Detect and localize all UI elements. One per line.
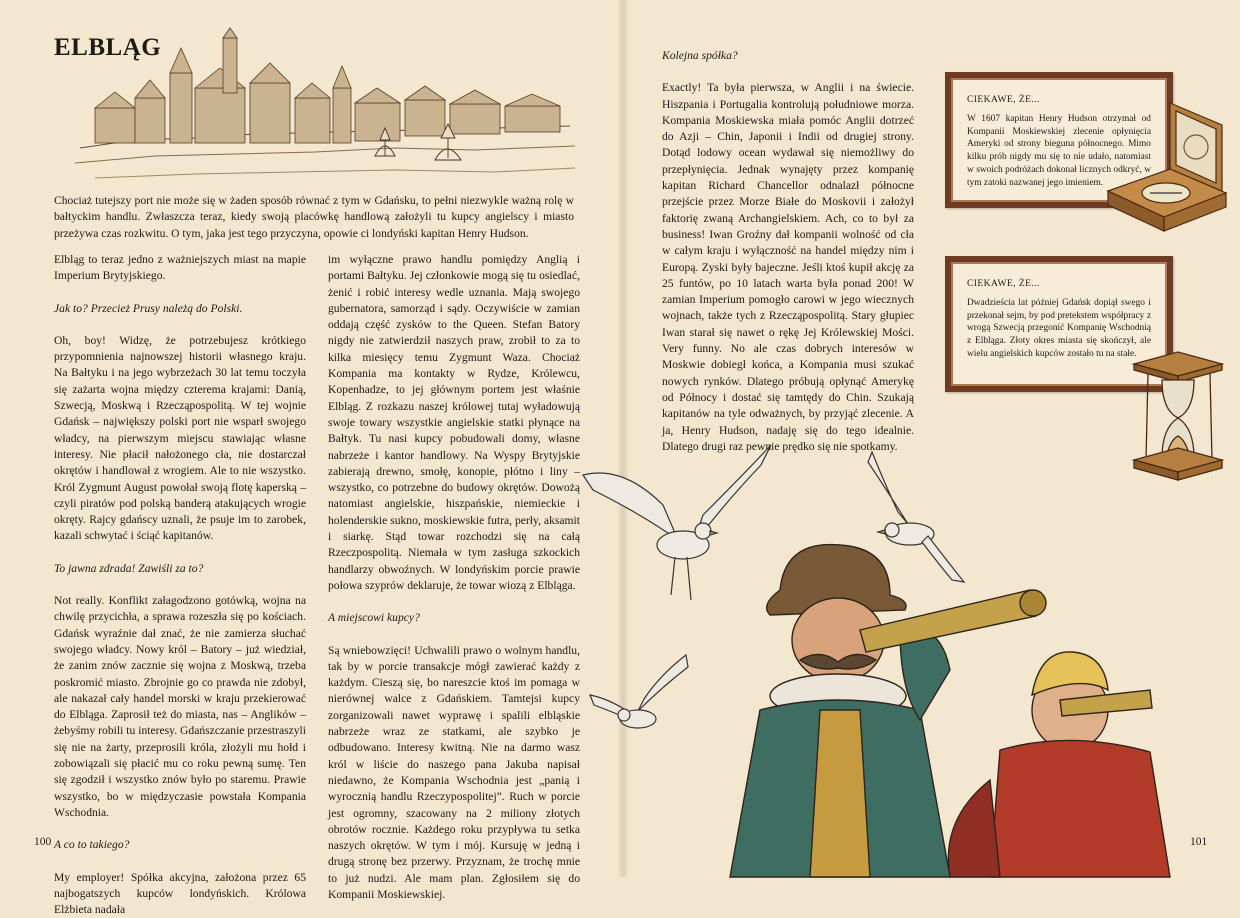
fact-box-body: W 1607 kapitan Henry Hudson otrzymał od Kompanii Moskiewskiej zlecenie opłynięcia Ameryki od strony bieguna północnego. Mimo kilku prób nigdy mu się to nie udało, natomiast w swoich podróżach dokonał licznych odkryć, w tym zatoki nazwanej jego imieniem. (967, 113, 1151, 190)
page-number-right: 101 (1190, 836, 1207, 848)
text-column-3 (662, 48, 914, 455)
col2-paragraph: Są wniebowzięci! Uchwalili prawo o wolnym handlu, tak by w porcie transakcje mógł zawierać każdy z każdym. Cieszą się, bo nareszcie ktoś im pomaga w nierównej walce z Gdańskiem. Tamtejsi kupcy zorganizowali nawet wyprawę i spalili elbląskie nabrzeże wraz ze statkami, ale szybko je odbudowano. Interesy kwitną. Nie na darmo wasz król w liście do naszego pana Jakuba napisał niedawno, że Kompania Wschodnia jest „panią i wyrocznią handlu Rzeczypospolitej”. Ruch w porcie jest ogromny, szacowany na 2 miliony złotych obrotów rocznie. Każdego roku przypływa tu setka naszych okrętów. W tym i mój. Kursuję w jedną i drugą stronę bez przerwy. Przyznam, że trochę mnie to już nudzi. Ale mam plan. Zgłosiłem się do Kompanii Moskiewskiej. (328, 643, 580, 904)
col1-question: Jak to? Przecież Prusy należą do Polski. (54, 301, 306, 317)
page-title: ELBLĄG (54, 34, 161, 62)
col2-question: A miejscowi kupcy? (328, 610, 580, 626)
page-number-left: 100 (34, 836, 51, 848)
text-column-1 (54, 252, 306, 918)
captain-and-boy-illustration (700, 520, 1240, 877)
col3-paragraph: Exactly! Ta była pierwsza, w Anglii i na świecie. Hiszpania i Portugalia kontrolują południowe morza. Kompania Moskiewska miała pomóc Anglii dotrzeć do Azji – Chin, Japonii i Indii od drugiej strony. Dotąd lodowy ocean wydawał się niemożliwy do przepłynięcia. Jednak wynajęty przez kompanię kapitan Richard Chancellor odnalazł północne przejście przez Morze Białe do Moskovii i założył faktorię zwaną Archangielskiem. Ach, co to był za business! Iwan Groźny dał kompanii wolność od cła w całym kraju i wyłączność na handel między nim i Europą. Zyski były bajeczne. Jeśli ktoś kupił akcję za 25 funtów, po 10 latach warta była ponad 200! W zamian Imperium pomogło carowi w jego wiecznych wojnach, także tych z Rzecząpospolitą. Stary głupiec Iwan starał się nawet o rękę Jej Królewskiej Mości. Very funny. No ale czas dobrych interesów w Moskwie dobiegł końca, a Kompania musi szukać nowych rynków. Dlatego próbują opłynąć Amerykę od Północy i dostać się tamtędy do Chin. Szukają kapitanów na tyle odważnych, by przyjąć zlecenie. A ja, Henry Hudson, nadaję się do tego idealnie. Dlatego drugi raz pewnie prędko się nie spotkamy. (662, 80, 914, 455)
seagull-illustration (590, 655, 690, 740)
col2-paragraph: im wyłączne prawo handlu pomiędzy Anglią i portami Bałtyku. Jej członkowie mogą się tu osiedlać, żenić i robić interesy wedle uznania. Mają swojego gubernatora, samorząd i sądy. Oczywiście w zamian oddają część zysków to the Queen. Stefan Batory nigdy nie zatwierdził naszych praw, zrobił to za to kilka miesięcy temu Zygmunt Waza. Chociaż Kompania ma kontakty w Rydze, Królewcu, Kopenhadze, to jej głównym portem jest właśnie Elbląg. Z rozkazu naszej królowej tutaj wyładowują swoje towary wszystkie angielskie statki płynące na Bałtyk. Tu nasi kupcy pobudowali domy, własne nabrzeże i kantor handlowy. Na Wyspy Brytyjskie zabierają drewno, smołę, konopie, płótno i liny – wszystko, co potrzebne do budowy okrętów. Dowożą natomiast angielskie, hiszpańskie, niemieckie i holenderskie sukno, moskiewskie futra, perły, aksamit i siarkę. Stąd towar rozchodzi się na całą Rzeczpospolitą. Niemała w tym zasługa szkockich handlarzy obwoźnych. W londyńskim porcie prawie połowa szyprów deklaruje, że towar wiozą z Elbląga. (328, 252, 580, 594)
col1-paragraph: Oh, boy! Widzę, że potrzebujesz krótkiego przypomnienia najnowszej historii własnego kraju. Na Bałtyku i na jego wybrzeżach 30 lat temu toczyła się zażarta wojna między czterema krajami: Danią, Szwecją, Moskwą i Rzecząpospolitą. W tej wojnie Gdańsk – największy polski port nie wsparł swojego władcy, na pierwszym miejscu stawiając własne interesy. Nie płacił nałożonego cła, nie dostarczał okrętów i handlował z wrogiem. Ale to nie wszystko. Król Zygmunt August powołał swoją flotę kaperską – czyli piratów pod polską banderą atakujących wrogie okręty. Rajcy gdańscy uznali, że psuje im to zarobek, kazali schwytać i ściąć kapitanów. (54, 333, 306, 545)
compass-box-illustration (1100, 95, 1232, 235)
col3-question: Kolejna spółka? (662, 48, 914, 64)
col1-paragraph: Not really. Konflikt załagodzono gotówką, wojna na chwilę przycichła, a sprawa rozeszła się po kościach. Gdańsk wyraźnie dał znać, że nie zamierza słuchać swojego władcy. Nowy król – Batory – już wiedział, że zanim znów zacznie się wojna z Moskwą, trzeba poskromić miasto. Zbrojnie go co prawda nie zdobył, ale nakazał cały handel morski w kraju przekierować do Elbląga. Zaprosił też do miasta, nas – Anglików – żebyśmy robili tu interesy. Gdańszczanie przestraszyli się nie na żarty, przeprosili króla, złożyli mu hołd i zobowiązali się płacić mu co roku pewną sumę. Ten się zgodził i wszystko znów było po staremu. Prawie wszystko, bo w międzyczasie powstała Kompania Wschodnia. (54, 593, 306, 821)
text-column-2 (328, 252, 580, 903)
col1-paragraph: Elbląg to teraz jedno z ważniejszych miast na mapie Imperium Brytyjskiego. (54, 252, 306, 285)
col1-paragraph: My employer! Spółka akcyjna, założona przez 65 najbogatszych kupców londyńskich. Królowa Elżbieta nadała (54, 870, 306, 918)
col1-question: A co to takiego? (54, 837, 306, 853)
fact-box-body: Dwadzieścia lat później Gdańsk dopiął swego i przekonał sejm, by pod pretekstem współpracy z wrogą Szwecją przegonić Kompanię Wschodnią z Elbląga. Złoty okres miasta się skończył, ale wielu angielskich kupców zostało tu na stałe. (967, 297, 1151, 361)
col1-question: To jawna zdrada! Zawiśli za to? (54, 561, 306, 577)
fact-box-heading: CIEKAWE, ŻE... (967, 278, 1151, 291)
fact-box-heading: CIEKAWE, ŻE... (967, 94, 1151, 107)
intro-text: Chociaż tutejszy port nie może się w żaden sposób równać z tym w Gdańsku, to pełni niezwykle ważną rolę w bałtyckim handlu. Zwłaszcza teraz, kiedy swoją placówkę handlową założyli tu kupcy angielscy i miasto przeżywa czas rozkwitu. O tym, jaka jest tego przyczyna, opowie ci londyński kapitan Henry Hudson. (54, 193, 574, 242)
hourglass-illustration (1128, 350, 1228, 482)
intro-paragraph (54, 193, 574, 242)
book-gutter (617, 0, 629, 877)
